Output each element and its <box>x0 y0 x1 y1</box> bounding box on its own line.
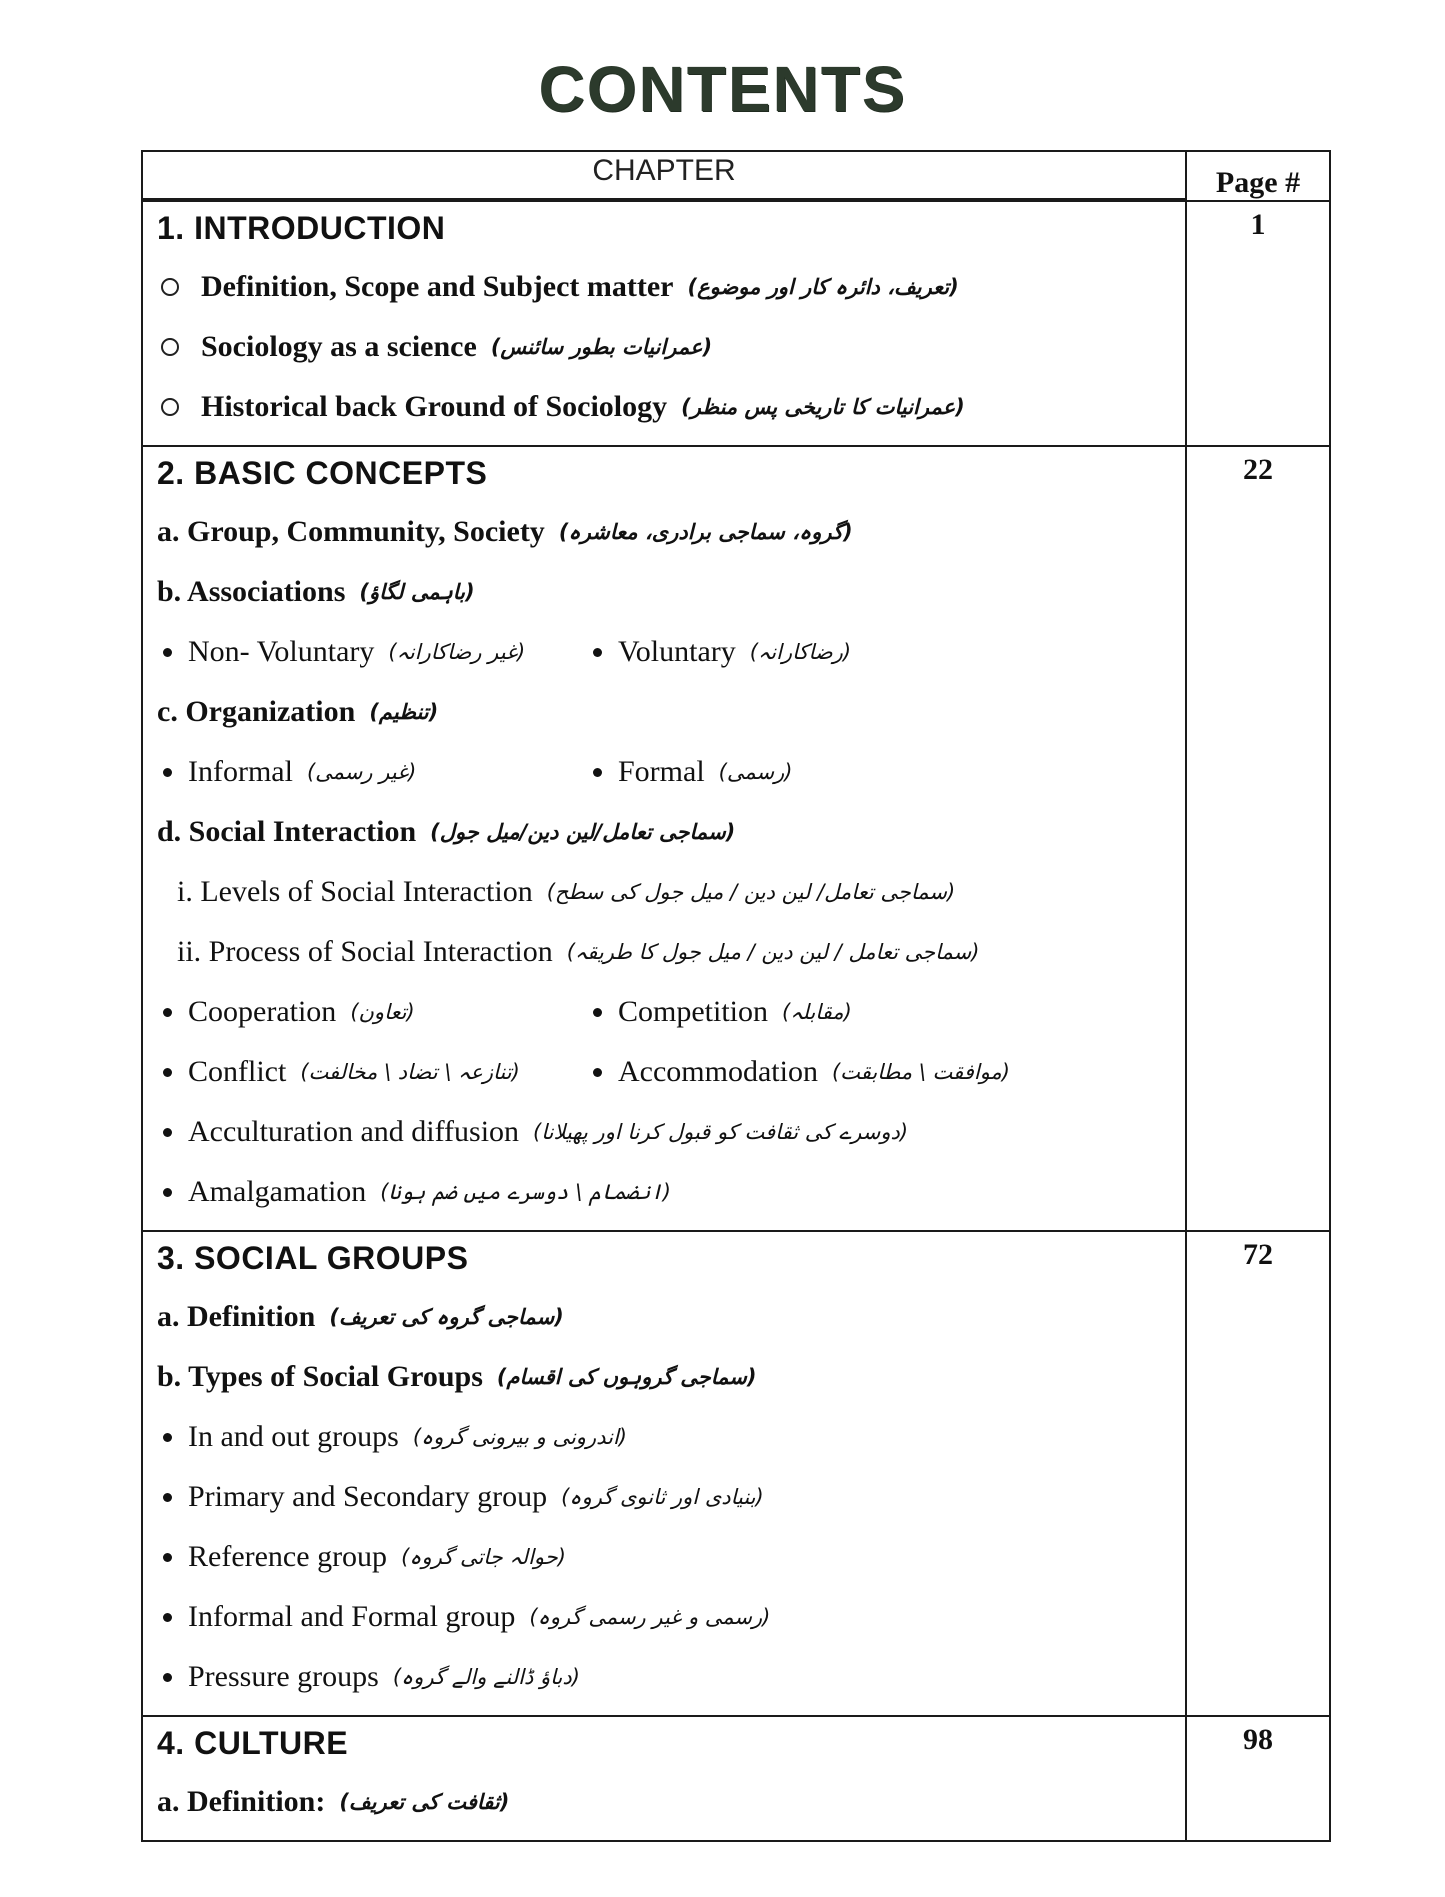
urdu-translation: (دباؤ ڈالنے والے گروہ) <box>392 1665 580 1689</box>
chapter-title[interactable]: 3. SOCIAL GROUPS <box>157 1240 469 1276</box>
urdu-translation: (مقابلہ) <box>782 1000 852 1024</box>
urdu-translation: (دوسرے کی ثقافت کو قبول کرنا اور پھیلانا) <box>533 1120 909 1144</box>
list-item[interactable] <box>157 502 1171 562</box>
urdu-translation: (گروہ، سماجی برادری، معاشرہ) <box>558 520 853 544</box>
urdu-translation: (ثقافت کی تعریف) <box>339 1790 510 1814</box>
item-text: b. Types of Social Groups <box>157 1360 483 1393</box>
circle-bullet-icon <box>161 398 179 416</box>
circle-bullet-icon <box>161 338 179 356</box>
urdu-translation: (تعریف، دائرہ کار اور موضوع) <box>687 275 959 299</box>
urdu-translation: (تنظیم) <box>369 700 439 724</box>
bullet-icon <box>593 648 602 657</box>
list-item[interactable] <box>157 1052 587 1092</box>
item-text: Informal <box>188 755 293 788</box>
page-title: CONTENTS <box>538 53 907 125</box>
list-item-pair <box>157 622 1171 682</box>
urdu-translation: (رسمی و غیر رسمی گروہ) <box>529 1605 771 1629</box>
circle-bullet-icon <box>161 278 179 296</box>
chapter-row <box>142 201 1330 446</box>
item-text: Pressure groups <box>188 1660 379 1693</box>
urdu-translation: (باہمی لگاؤ) <box>359 580 475 604</box>
item-text: Voluntary <box>618 635 736 668</box>
list-item[interactable] <box>157 1102 1171 1162</box>
list-item[interactable] <box>157 377 1171 437</box>
page-number: 22 <box>1186 446 1330 1231</box>
item-text: Primary and Secondary group <box>188 1480 548 1513</box>
item-text: Informal and Formal group <box>188 1600 516 1633</box>
list-item[interactable] <box>157 1347 1171 1407</box>
bullet-icon <box>163 648 172 657</box>
item-text: b. Associations <box>157 575 346 608</box>
item-text: a. Definition: <box>157 1785 326 1818</box>
item-text: a. Definition <box>157 1300 316 1333</box>
item-text: Competition <box>618 995 768 1028</box>
item-text: Definition, Scope and Subject matter <box>201 270 674 303</box>
page-number: 98 <box>1186 1716 1330 1841</box>
chapter-row <box>142 1716 1330 1841</box>
list-item[interactable] <box>157 682 1171 742</box>
urdu-translation: (رسمی) <box>718 760 793 784</box>
list-item[interactable] <box>157 992 587 1032</box>
page-number: 1 <box>1186 201 1330 446</box>
chapter-4-cell <box>142 1716 1186 1841</box>
list-item[interactable] <box>157 922 1171 982</box>
list-item[interactable] <box>157 1527 1171 1587</box>
list-item[interactable] <box>157 632 587 672</box>
urdu-translation: (سماجی تعامل / لین دین / میل جول کا طریقہ) <box>566 940 980 964</box>
urdu-translation: (رضاکارانہ) <box>749 640 852 664</box>
urdu-translation: (سماجی تعامل/لین دین/میل جول) <box>430 820 736 844</box>
list-item[interactable] <box>587 1052 1017 1092</box>
chapter-title[interactable]: 4. CULTURE <box>157 1725 349 1761</box>
urdu-translation: (سماجی گروہوں کی اقسام) <box>496 1365 757 1389</box>
list-item[interactable] <box>157 752 587 792</box>
list-item[interactable] <box>587 632 1017 672</box>
bullet-icon <box>163 1493 172 1502</box>
bullet-icon <box>593 1068 602 1077</box>
list-item[interactable] <box>157 1587 1171 1647</box>
urdu-translation: (تنازعہ \ تضاد \ مخالفت) <box>300 1060 520 1084</box>
item-text: Cooperation <box>188 995 337 1028</box>
bullet-icon <box>163 1008 172 1017</box>
item-text: Reference group <box>188 1540 388 1573</box>
item-text: Amalgamation <box>188 1175 367 1208</box>
list-item[interactable] <box>587 752 1017 792</box>
item-text: Non- Voluntary <box>188 635 375 668</box>
item-text: Historical back Ground of Sociology <box>201 390 668 423</box>
urdu-translation: (حوالہ جاتی گروہ) <box>401 1545 566 1569</box>
bullet-icon <box>163 1068 172 1077</box>
chapter-3-cell <box>142 1231 1186 1716</box>
list-item-pair <box>157 982 1171 1042</box>
chapter-row <box>142 1231 1330 1716</box>
item-text: c. Organization <box>157 695 356 728</box>
list-item[interactable] <box>157 257 1171 317</box>
item-text: ii. Process of Social Interaction <box>177 935 553 968</box>
bullet-icon <box>593 768 602 777</box>
bullet-icon <box>163 1433 172 1442</box>
bullet-icon <box>593 1008 602 1017</box>
item-text: Accommodation <box>618 1055 818 1088</box>
urdu-translation: (عمرانیات کا تاریخی پس منظر) <box>681 395 965 419</box>
item-text: i. Levels of Social Interaction <box>177 875 533 908</box>
urdu-translation: (انضمام \ دوسرے میں ضم ہونا) <box>380 1180 671 1204</box>
table-header-row <box>142 151 1330 199</box>
list-item-pair <box>157 742 1171 802</box>
bullet-icon <box>163 1673 172 1682</box>
item-text: Formal <box>618 755 705 788</box>
chapter-title[interactable]: 2. BASIC CONCEPTS <box>157 455 488 491</box>
urdu-translation: (تعاون) <box>350 1000 415 1024</box>
list-item[interactable] <box>157 1407 1171 1467</box>
list-item[interactable] <box>587 992 1017 1032</box>
list-item[interactable] <box>157 1647 1171 1707</box>
list-item[interactable] <box>157 562 1171 622</box>
bullet-icon <box>163 1613 172 1622</box>
list-item[interactable] <box>157 1162 1171 1222</box>
urdu-translation: (اندرونی و بیرونی گروہ) <box>412 1425 627 1449</box>
list-item[interactable] <box>157 1772 1171 1832</box>
list-item[interactable] <box>157 1287 1171 1347</box>
urdu-translation: (عمرانیات بطور سائنس) <box>490 335 713 359</box>
chapter-1-cell <box>142 201 1186 446</box>
list-item[interactable] <box>157 802 1171 862</box>
list-item-pair <box>157 1042 1171 1102</box>
urdu-translation: (غیر رضاکارانہ) <box>388 640 526 664</box>
item-text: In and out groups <box>188 1420 399 1453</box>
bullet-icon <box>163 1188 172 1197</box>
item-text: Conflict <box>188 1055 287 1088</box>
chapter-row <box>142 446 1330 1231</box>
urdu-translation: (موافقت \ مطابقت) <box>831 1060 1010 1084</box>
bullet-icon <box>163 1128 172 1137</box>
page-number: 72 <box>1186 1231 1330 1716</box>
chapter-2-cell <box>142 446 1186 1231</box>
urdu-translation: (بنیادی اور ثانوی گروہ) <box>561 1485 764 1509</box>
item-text: a. Group, Community, Society <box>157 515 545 548</box>
list-item[interactable] <box>157 1467 1171 1527</box>
list-item[interactable] <box>157 317 1171 377</box>
contents-table <box>141 150 1331 1842</box>
item-text: Acculturation and diffusion <box>188 1115 520 1148</box>
urdu-translation: (سماجی تعامل/ لین دین / میل جول کی سطح) <box>546 880 956 904</box>
bullet-icon <box>163 768 172 777</box>
urdu-translation: (غیر رسمی) <box>306 760 417 784</box>
column-header-page: Page # <box>1186 151 1330 201</box>
chapter-title[interactable]: 1. INTRODUCTION <box>157 210 446 246</box>
list-item[interactable] <box>157 862 1171 922</box>
urdu-translation: (سماجی گروہ کی تعریف) <box>329 1305 564 1329</box>
item-text: Sociology as a science <box>201 330 477 363</box>
bullet-icon <box>163 1553 172 1562</box>
column-header-chapter: CHAPTER <box>142 151 1186 199</box>
item-text: d. Social Interaction <box>157 815 417 848</box>
